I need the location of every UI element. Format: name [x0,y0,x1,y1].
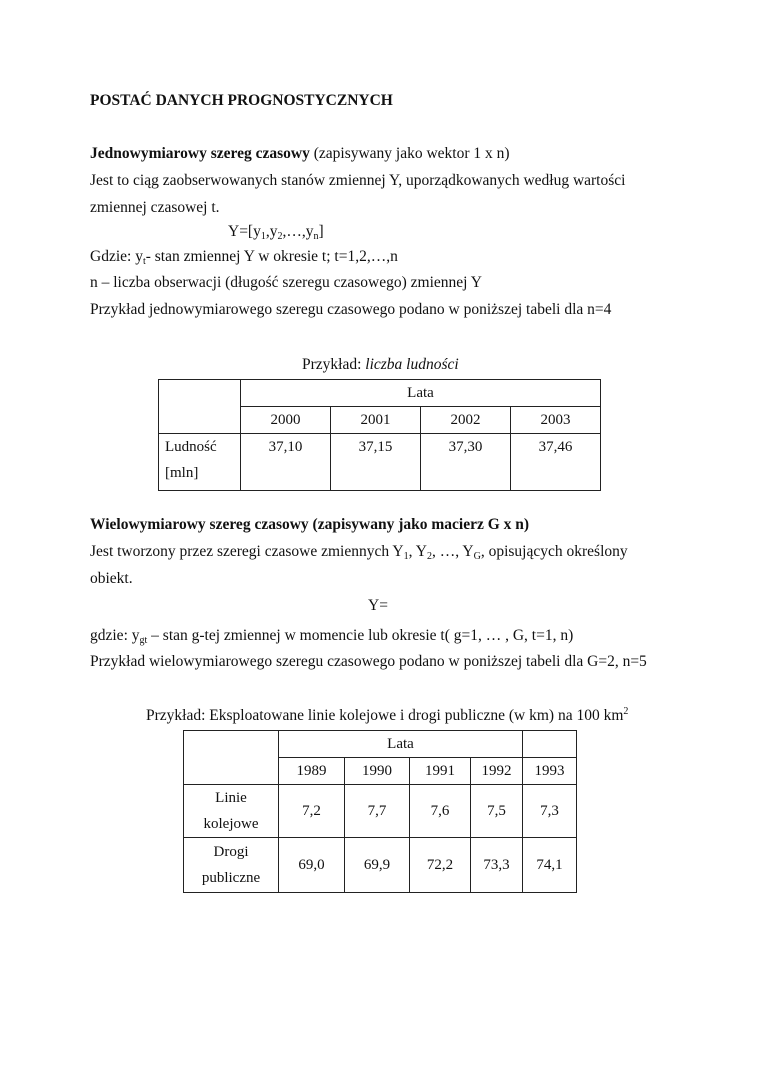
year-header: 2003 [511,407,601,434]
value-cell: 69,9 [345,838,410,893]
empty-cell [523,731,577,758]
value-cell: 7,6 [410,785,471,838]
formula: Y= [368,597,388,614]
empty-cell [159,380,241,434]
year-header: 1990 [345,758,410,785]
value-cell: 69,0 [279,838,345,893]
row-label: Linie kolejowe [184,785,279,838]
value-cell: 72,2 [410,838,471,893]
formula: $Y=[y_1,y_2,\dots,y_n]$ [228,223,324,242]
year-header: 2002 [421,407,511,434]
value-cell: 7,7 [345,785,410,838]
value-cell: 74,1 [523,838,577,893]
year-header: 2000 [241,407,331,434]
paragraph: Przykład jednowymiarowego szeregu czasowego podano w poniższej tabeli dla n=4 [90,301,612,318]
table1-caption: Przykład: liczba ludności [302,356,459,373]
table2-caption: Przykład: Eksploatowane linie kolejowe i drogi publiczne (w km) na 100 $km^2$ [146,706,629,724]
section2-heading: Wielowymiarowy szereg czasowy (zapisywany jako macierz G x n) [90,516,530,533]
value-cell: 37,15 [331,434,421,491]
definition: n – liczba obserwacji (długość szeregu czasowego) zmiennej Y [90,274,482,291]
group-header: Lata [241,380,601,407]
table2 [183,730,577,893]
value-cell: 37,30 [421,434,511,491]
empty-cell [184,731,279,785]
table-row [184,785,577,838]
value-cell: 37,10 [241,434,331,491]
page-title: POSTAĆ DANYCH PROGNOSTYCZNYCH [90,92,393,109]
row-label: Ludność [mln] [159,434,241,491]
table-row [159,434,601,491]
year-header: 1992 [471,758,523,785]
year-header: 2001 [331,407,421,434]
heading-bold: Jednowymiarowy szereg czasowy [90,145,310,162]
definition: gdzie: $y_{gt}$ – stan g-tej zmiennej w momencie lub okresie t( g=1, … , G, t=1, n) [90,627,574,646]
value-cell: 37,46 [511,434,601,491]
section1-heading [90,145,510,163]
paragraph: zmiennej czasowej t. [90,199,220,216]
paragraph: Przykład wielowymiarowego szeregu czasowego podano w poniższej tabeli dla G=2, n=5 [90,653,647,670]
heading-note: (zapisywany jako wektor 1 x n) [309,145,510,162]
value-cell: 7,3 [523,785,577,838]
group-header: Lata [279,731,523,758]
paragraph: Jest tworzony przez szeregi czasowe zmiennych $Y_1$, $Y_2$, …, $Y_G$, opisujących określony [90,543,628,562]
year-header: 1993 [523,758,577,785]
value-cell: 7,2 [279,785,345,838]
definition: Gdzie: $y_t-$ stan zmiennej Y w okresie t; t=1,2,…,n [90,248,398,267]
row-label: Drogi publiczne [184,838,279,893]
paragraph: Jest to ciąg zaobserwowanych stanów zmiennej Y, uporządkowanych według wartości [90,172,626,189]
value-cell: 7,5 [471,785,523,838]
year-header: 1991 [410,758,471,785]
value-cell: 73,3 [471,838,523,893]
paragraph: obiekt. [90,570,133,587]
table1 [158,379,601,491]
year-header: 1989 [279,758,345,785]
table-row [184,838,577,893]
